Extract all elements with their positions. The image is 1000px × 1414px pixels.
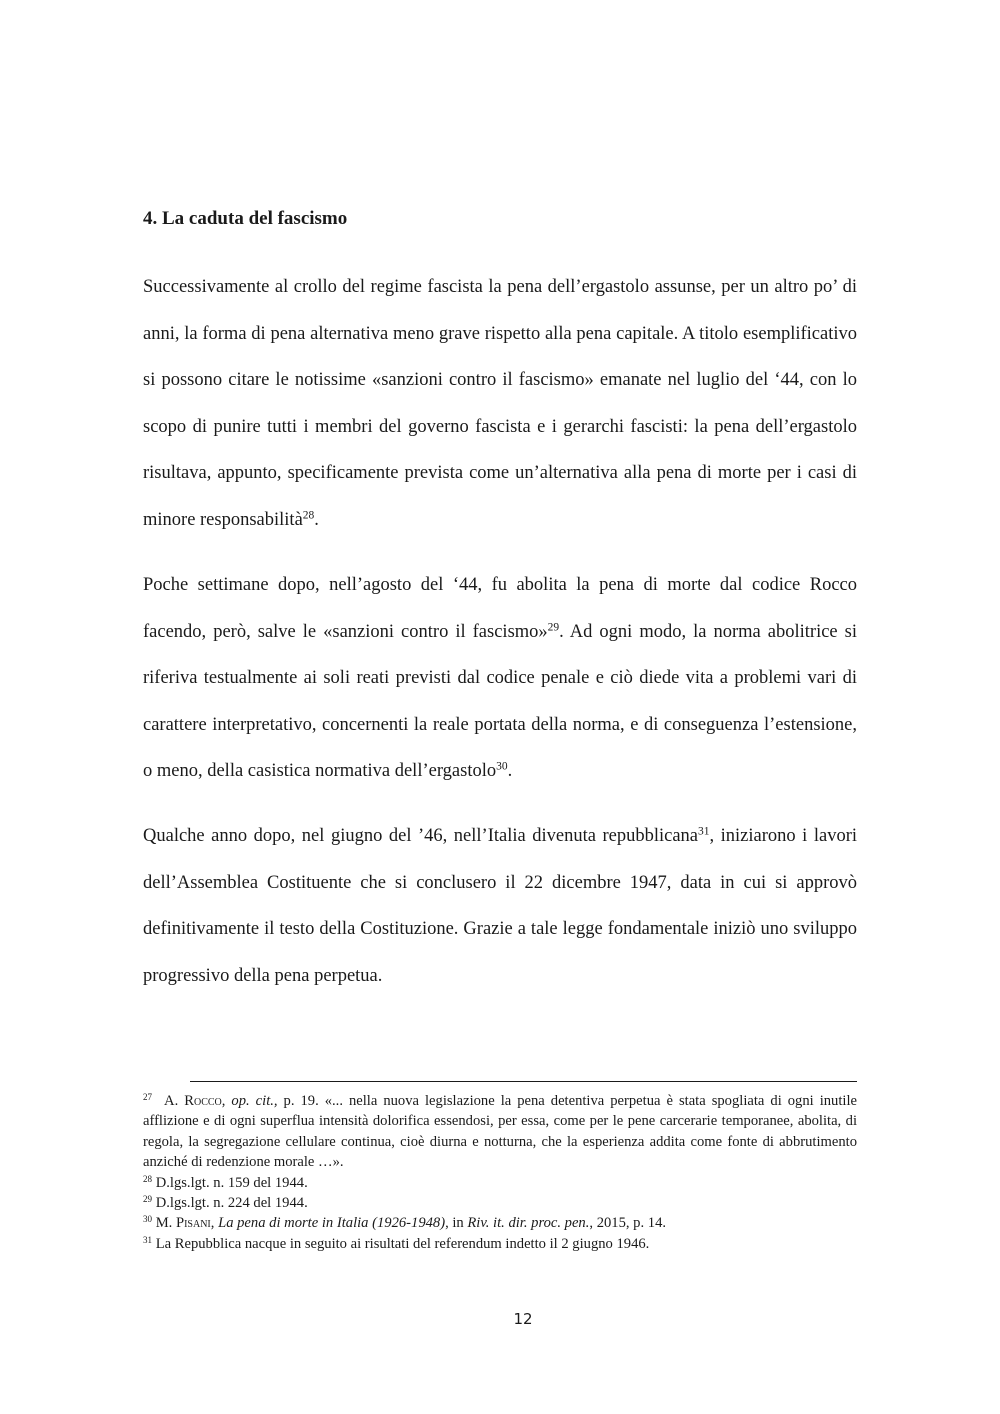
paragraph-3-text-b: , iniziarono i lavori dell’Assemblea Costituente che si conclusero il 22 dicembre 1947, data in cui si approvò definitivamente il testo della Costituzione. Grazie a tale legge fondamentale iniziò uno sviluppo progressivo della pena perpetua. bbox=[143, 826, 857, 986]
footnote-italic-citation: op. cit., bbox=[231, 1093, 278, 1109]
paragraph-3-text-a: Qualche anno dopo, nel giugno del ’46, nell’Italia divenuta repubblicana bbox=[143, 826, 699, 846]
footnote-author-name: Rocco bbox=[184, 1093, 222, 1109]
paragraph-2-text-b: . Ad ogni modo, la norma abolitrice si riferiva testualmente ai soli reati previsti dal codice penale e ciò diede vita a problemi vari di carattere interpretativo, concernenti la reale portata della norma, e di conseguenza l’estensione, o meno, della casistica normativa dell’ergastolo bbox=[143, 621, 857, 781]
section-heading: 4. La caduta del fascismo bbox=[143, 208, 348, 229]
footnote-30 bbox=[143, 1213, 857, 1233]
footnote-text: La Repubblica nacque in seguito ai risultati del referendum indetto il 2 giugno 1946. bbox=[155, 1235, 650, 1252]
footnote-29 bbox=[143, 1193, 857, 1213]
footnote-separator bbox=[190, 1081, 857, 1082]
footnote-28 bbox=[143, 1173, 857, 1193]
paragraph-2-text-a: Poche settimane dopo, nell’agosto del ‘44, fu abolita la pena di morte dal codice Rocco facendo, però, salve le «sanzioni contro il fascismo» bbox=[143, 575, 857, 642]
paragraph-1 bbox=[143, 264, 857, 543]
paragraph-1-text: Successivamente al crollo del regime fascista la pena dell’ergastolo assunse, per un altro po’ di anni, la forma di pena alternativa meno grave rispetto alla pena capitale. A titolo esemplificativo si possono citare le notissime «sanzioni contro il fascismo» emanate nel luglio del ‘44, con lo scopo di punire tutti i membri del governo fascista e i gerarchi fascisti: la pena dell’ergastolo risultava, appunto, specificamente prevista come un’alternativa alla pena di morte per i casi di minore responsabilità bbox=[143, 277, 857, 530]
footnote-text: D.lgs.lgt. n. 224 del 1944. bbox=[155, 1195, 308, 1212]
footnote-author-initial: M. bbox=[155, 1215, 176, 1232]
footnote-author-name: Pisani bbox=[175, 1215, 211, 1232]
paragraph-2-tail: . bbox=[507, 761, 513, 781]
footnote-27 bbox=[143, 1091, 857, 1173]
page-number: 12 bbox=[513, 1310, 533, 1328]
footnote-ref-29[interactable]: 29 bbox=[547, 621, 560, 634]
footnote-ref-31[interactable]: 31 bbox=[698, 825, 710, 838]
footnote-text: D.lgs.lgt. n. 159 del 1944. bbox=[155, 1174, 308, 1191]
footnote-number: 29 bbox=[143, 1194, 153, 1205]
footnote-ref-30[interactable]: 30 bbox=[496, 760, 508, 773]
footnote-ref-28[interactable]: 28 bbox=[302, 509, 315, 522]
paragraph-2 bbox=[143, 562, 857, 795]
paragraph-3 bbox=[143, 813, 857, 999]
footnote-italic-title: La pena di morte in Italia (1926-1948) bbox=[218, 1215, 446, 1232]
footnote-mid-text: , in bbox=[445, 1215, 468, 1232]
footnotes-section bbox=[143, 1091, 857, 1254]
footnote-31 bbox=[143, 1234, 857, 1254]
footnote-separator-text: , bbox=[210, 1215, 219, 1232]
footnote-text: p. 19. «... nella nuova legislazione la pena detentiva perpetua è stata spogliata di ogni inutile afflizione e di ogni superflua intensità dolorifica essendosi, per essa, come per le pene carcerarie temporanee, abolita, di regola, la segregazione cellulare continua, cioè diurna e notturna, che la esperienza addita come fonte di abbrutimento anziché di redenzione morale …». bbox=[143, 1093, 857, 1171]
footnote-text: , 2015, p. 14. bbox=[589, 1215, 667, 1232]
footnote-author-initial: A. bbox=[164, 1093, 185, 1109]
footnote-number: 30 bbox=[143, 1214, 153, 1225]
paragraph-1-tail: . bbox=[314, 509, 319, 530]
footnote-number: 28 bbox=[143, 1173, 153, 1184]
footnote-separator-text: , bbox=[221, 1093, 232, 1109]
footnote-number: 27 bbox=[143, 1092, 153, 1103]
footnote-italic-journal: Riv. it. dir. proc. pen. bbox=[467, 1215, 590, 1232]
footnote-number: 31 bbox=[143, 1234, 153, 1245]
